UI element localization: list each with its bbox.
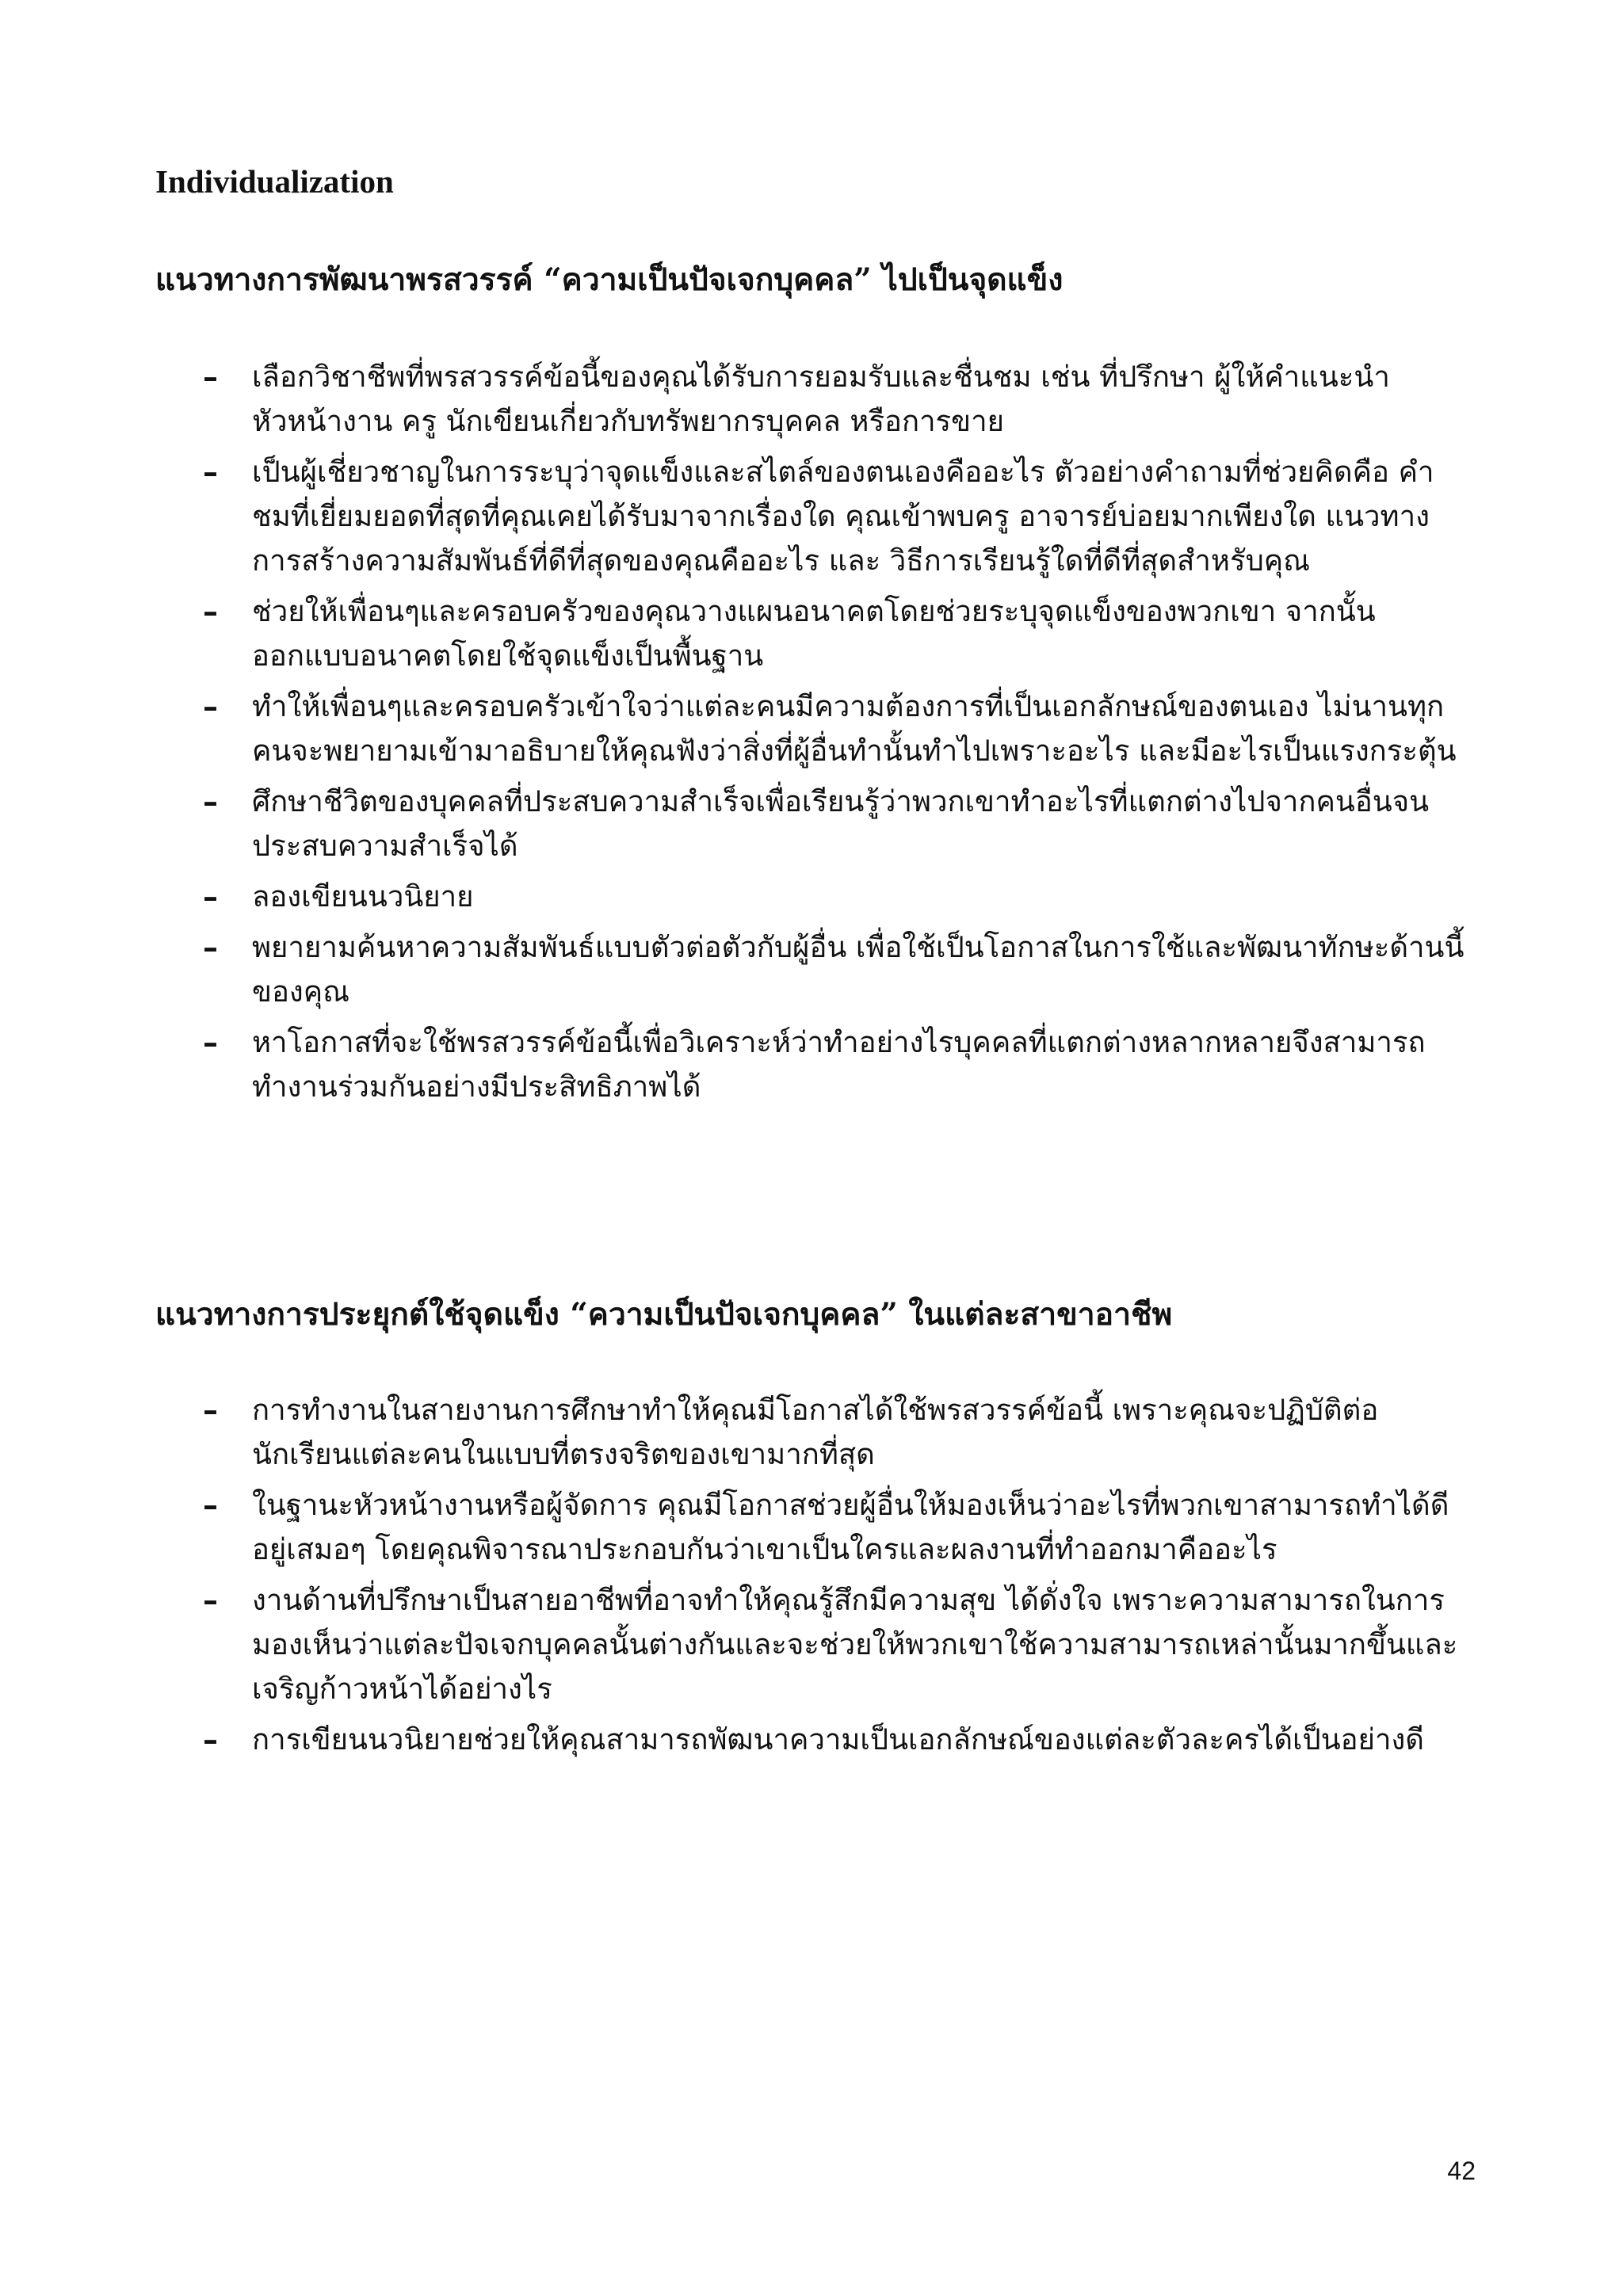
bullet-list-development — [0, 355, 1623, 1116]
list-item-text: งานด้านที่ปรึกษาเป็นสายอาชีพที่อาจทำให้คุณรู้สึกมีความสุข ได้ดั่งใจ เพราะความสามารถในการมองเห็นว่าแต่ละปัจเจกบุคคลนั้นต่างกันและจะช่วยให้พวกเขาใช้ความสามารถเหล่านั้นมากขึ้นและเจริญก้าวหน้าได้อย่างไร — [252, 1583, 1458, 1706]
bullet-dash: – — [203, 1488, 218, 1523]
list-item — [0, 1718, 1623, 1762]
list-item — [0, 780, 1623, 868]
list-item — [0, 1578, 1623, 1711]
bullet-list-careers — [0, 1388, 1623, 1768]
list-item — [0, 450, 1623, 583]
list-item-text: ทำให้เพื่อนๆและครอบครัวเข้าใจว่าแต่ละคนมีความต้องการที่เป็นเอกลักษณ์ของตนเอง ไม่นานทุกคนจะพยายามเข้ามาอธิบายให้คุณฟังว่าสิ่งที่ผู้อื่นทำนั้นทำไปเพราะอะไร และมีอะไรเป็นแรงกระตุ้น — [252, 689, 1457, 768]
bullet-dash: – — [203, 930, 218, 965]
bullet-dash: – — [203, 1583, 218, 1618]
list-item-text: เป็นผู้เชี่ยวชาญในการระบุว่าจุดแข็งและสไตล์ของตนเองคืออะไร ตัวอย่างคำถามที่ช่วยคิดคือ คำชมที่เยี่ยมยอดที่สุดที่คุณเคยได้รับมาจากเรื่องใด คุณเข้าพบครู อาจารย์บ่อยมากเพียงใด แนวทางการสร้างความสัมพันธ์ที่ดีที่สุดของคุณคืออะไร และ วิธีการเรียนรู้ใดที่ดีที่สุดสำหรับคุณ — [252, 455, 1434, 578]
bullet-dash: – — [203, 689, 218, 724]
list-item-text: ช่วยให้เพื่อนๆและครอบครัวของคุณวางแผนอนาคตโดยช่วยระบุจุดแข็งของพวกเขา จากนั้นออกแบบอนาคตโดยใช้จุดแข็งเป็นพื้นฐาน — [252, 594, 1376, 673]
list-item-text: พยายามค้นหาความสัมพันธ์แบบตัวต่อตัวกับผู้อื่น เพื่อใช้เป็นโอกาสในการใช้และพัฒนาทักษะด้านนี้ของคุณ — [252, 930, 1465, 1009]
bullet-dash: – — [203, 1025, 218, 1060]
bullet-dash: – — [203, 360, 218, 395]
bullet-dash: – — [203, 455, 218, 490]
bullet-dash: – — [203, 784, 218, 819]
list-item — [0, 685, 1623, 773]
list-item-text: การทำงานในสายงานการศึกษาทำให้คุณมีโอกาสได้ใช้พรสวรรค์ข้อนี้ เพราะคุณจะปฏิบัติต่อนักเรียนแต่ละคนในแบบที่ตรงจริตของเขามากที่สุด — [252, 1393, 1379, 1471]
list-item-text: ในฐานะหัวหน้างานหรือผู้จัดการ คุณมีโอกาสช่วยผู้อื่นให้มองเห็นว่าอะไรที่พวกเขาสามารถทำได้ดีอยู่เสมอๆ โดยคุณพิจารณาประกอบกันว่าเขาเป็นใครและผลงานที่ทำออกมาคืออะไร — [252, 1488, 1449, 1566]
section-heading-development: แนวทางการพัฒนาพรสวรรค์ “ความเป็นปัจเจกบุคคล” ไปเป็นจุดแข็ง — [155, 261, 1064, 298]
list-item — [0, 1020, 1623, 1109]
list-item — [0, 355, 1623, 444]
list-item — [0, 925, 1623, 1014]
list-item-text: การเขียนนวนิยายช่วยให้คุณสามารถพัฒนาความเป็นเอกลักษณ์ของแต่ละตัวละครได้เป็นอย่างดี — [252, 1722, 1424, 1756]
bullet-dash: – — [203, 879, 218, 914]
list-item — [0, 1483, 1623, 1572]
bullet-dash: – — [203, 594, 218, 629]
list-item — [0, 875, 1623, 919]
document-title: Individualization — [155, 163, 394, 200]
list-item — [0, 1388, 1623, 1477]
list-item — [0, 589, 1623, 678]
list-item-text: ศึกษาชีวิตของบุคคลที่ประสบความสำเร็จเพื่อเรียนรู้ว่าพวกเขาทำอะไรที่แตกต่างไปจากคนอื่นจนประสบความสำเร็จได้ — [252, 784, 1430, 863]
page-number: 42 — [1447, 2157, 1476, 2185]
bullet-dash: – — [203, 1393, 218, 1428]
list-item-text: ลองเขียนนวนิยาย — [252, 879, 474, 913]
bullet-dash: – — [203, 1722, 218, 1757]
section-heading-careers: แนวทางการประยุกต์ใช้จุดแข็ง “ความเป็นปัจเจกบุคคล” ในแต่ละสาขาอาชีพ — [155, 1296, 1173, 1333]
list-item-text: เลือกวิชาชีพที่พรสวรรค์ข้อนี้ของคุณได้รับการยอมรับและชื่นชม เช่น ที่ปรึกษา ผู้ให้คำแนะนำ หัวหน้างาน ครู นักเขียนเกี่ยวกับทรัพยากรบุคคล หรือการขาย — [252, 360, 1390, 438]
list-item-text: หาโอกาสที่จะใช้พรสวรรค์ข้อนี้เพื่อวิเคราะห์ว่าทำอย่างไรบุคคลที่แตกต่างหลากหลายจึงสามารถทำงานร่วมกันอย่างมีประสิทธิภาพได้ — [252, 1025, 1426, 1104]
